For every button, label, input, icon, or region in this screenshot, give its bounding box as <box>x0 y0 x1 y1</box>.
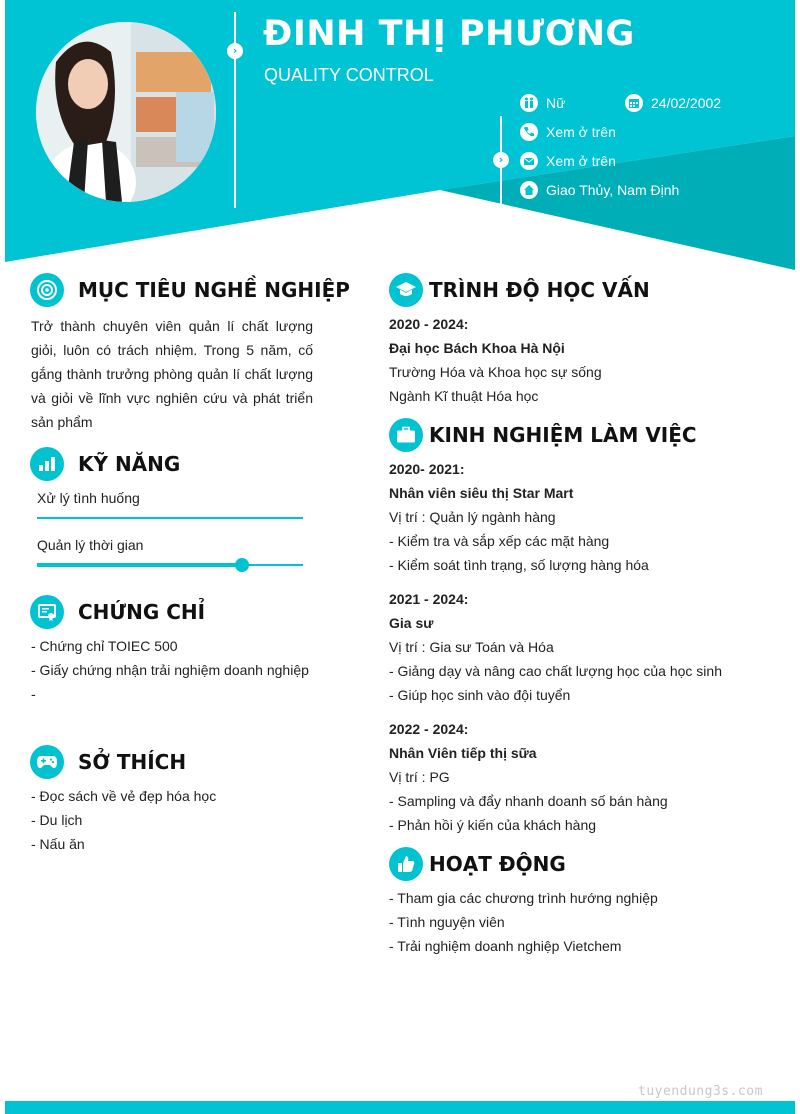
chevron-right-icon: › <box>227 43 243 59</box>
objective-heading <box>30 273 350 307</box>
job-period: 2022 - 2024: <box>389 721 469 737</box>
gender-icon <box>520 94 538 112</box>
hobby-item: - Đọc sách về vẻ đẹp hóa học <box>31 788 217 804</box>
phone-icon <box>520 123 538 141</box>
skill-bar-knob <box>235 558 249 572</box>
graduation-cap-icon <box>389 273 423 307</box>
certificates-title: CHỨNG CHỈ <box>78 600 206 624</box>
job-line: - Giúp học sinh vào đội tuyển <box>389 687 571 703</box>
activity-item: - Tình nguyện viên <box>389 914 505 930</box>
candidate-position: QUALITY CONTROL <box>264 65 434 85</box>
hobby-item: - Nấu ăn <box>31 836 85 852</box>
header-divider <box>234 12 236 208</box>
contact-email <box>520 152 616 170</box>
objective-title: MỤC TIÊU NGHỀ NGHIỆP <box>78 278 350 302</box>
activity-item: - Trải nghiệm doanh nghiệp Vietchem <box>389 938 622 954</box>
contact-gender <box>520 94 565 112</box>
job-company: Nhân viên siêu thị Star Mart <box>389 485 574 501</box>
footer-bar <box>5 1101 795 1114</box>
bar-chart-icon <box>30 447 64 481</box>
job-line: Vị trí : Quản lý ngành hàng <box>389 509 556 525</box>
skill-name: Quản lý thời gian <box>37 537 144 553</box>
job-line: Vị trí : PG <box>389 769 450 785</box>
watermark: tuyendung3s.com <box>638 1084 763 1099</box>
education-school: Đại học Bách Khoa Hà Nội <box>389 340 565 356</box>
hobbies-heading <box>30 745 186 779</box>
skills-heading <box>30 447 180 481</box>
activities-title: HOẠT ĐỘNG <box>429 852 566 876</box>
hobbies-title: SỞ THÍCH <box>78 750 187 774</box>
activities-heading <box>389 847 566 881</box>
job-company: Nhân Viên tiếp thị sữa <box>389 745 537 761</box>
job-line: - Kiểm tra và sắp xếp các mặt hàng <box>389 533 610 549</box>
phone-value: Xem ở trên <box>546 124 616 140</box>
education-faculty: Trường Hóa và Khoa học sự sống <box>389 364 602 380</box>
job-line: - Giảng dạy và nâng cao chất lượng học của học sinh <box>389 663 722 679</box>
contact-phone <box>520 123 616 141</box>
job-period: 2020- 2021: <box>389 461 465 477</box>
education-major: Ngành Kĩ thuật Hóa học <box>389 388 539 404</box>
skill-bar-fill <box>37 563 242 567</box>
gender-value: Nữ <box>546 95 566 111</box>
education-title: TRÌNH ĐỘ HỌC VẤN <box>429 278 650 302</box>
contact-birthday <box>625 94 721 112</box>
job-line: Vị trí : Gia sư Toán và Hóa <box>389 639 554 655</box>
job-line: - Kiểm soát tình trạng, số lượng hàng hóa <box>389 557 649 573</box>
job-line: - Phản hồi ý kiến của khách hàng <box>389 817 597 833</box>
experience-title: KINH NGHIỆM LÀM VIỆC <box>429 423 697 447</box>
email-value: Xem ở trên <box>546 153 616 169</box>
briefcase-icon <box>389 418 423 452</box>
skill-bar <box>37 517 303 519</box>
certificate-icon <box>30 595 64 629</box>
address-value: Giao Thủy, Nam Định <box>546 182 680 198</box>
certificate-item: - <box>31 686 36 702</box>
skill-name: Xử lý tình huống <box>37 490 140 506</box>
education-heading <box>389 273 650 307</box>
email-icon <box>520 152 538 170</box>
job-period: 2021 - 2024: <box>389 591 469 607</box>
thumbs-up-icon <box>389 847 423 881</box>
job-line: - Sampling và đẩy nhanh doanh số bán hàng <box>389 793 668 809</box>
birthday-value: 24/02/2002 <box>651 95 722 111</box>
hobby-item: - Du lịch <box>31 812 83 828</box>
calendar-icon <box>625 94 643 112</box>
contact-address <box>520 181 679 199</box>
certificate-item: - Chứng chỉ TOIEC 500 <box>31 638 178 654</box>
home-icon <box>520 181 538 199</box>
objective-text: Trở thành chuyên viên quản lí chất lượng giỏi, luôn có trách nhiệm. Trong 5 năm, cố gắng thành trưởng phòng quản lí chất lượng và giỏi về lĩnh vực nghiên cứu và phát triển sản phẩm <box>31 318 313 430</box>
avatar <box>36 22 216 202</box>
certificate-item: - Giấy chứng nhận trải nghiệm doanh nghiệp <box>31 662 309 678</box>
certificates-heading <box>30 595 205 629</box>
chevron-right-icon: › <box>493 152 509 168</box>
activity-item: - Tham gia các chương trình hướng nghiệp <box>389 890 658 906</box>
education-period: 2020 - 2024: <box>389 316 469 332</box>
experience-heading <box>389 418 697 452</box>
job-company: Gia sư <box>389 615 434 631</box>
skills-title: KỸ NĂNG <box>78 452 181 476</box>
gamepad-icon <box>30 745 64 779</box>
target-icon <box>30 273 64 307</box>
candidate-name: ĐINH THỊ PHƯƠNG <box>263 14 635 54</box>
header <box>0 0 800 270</box>
